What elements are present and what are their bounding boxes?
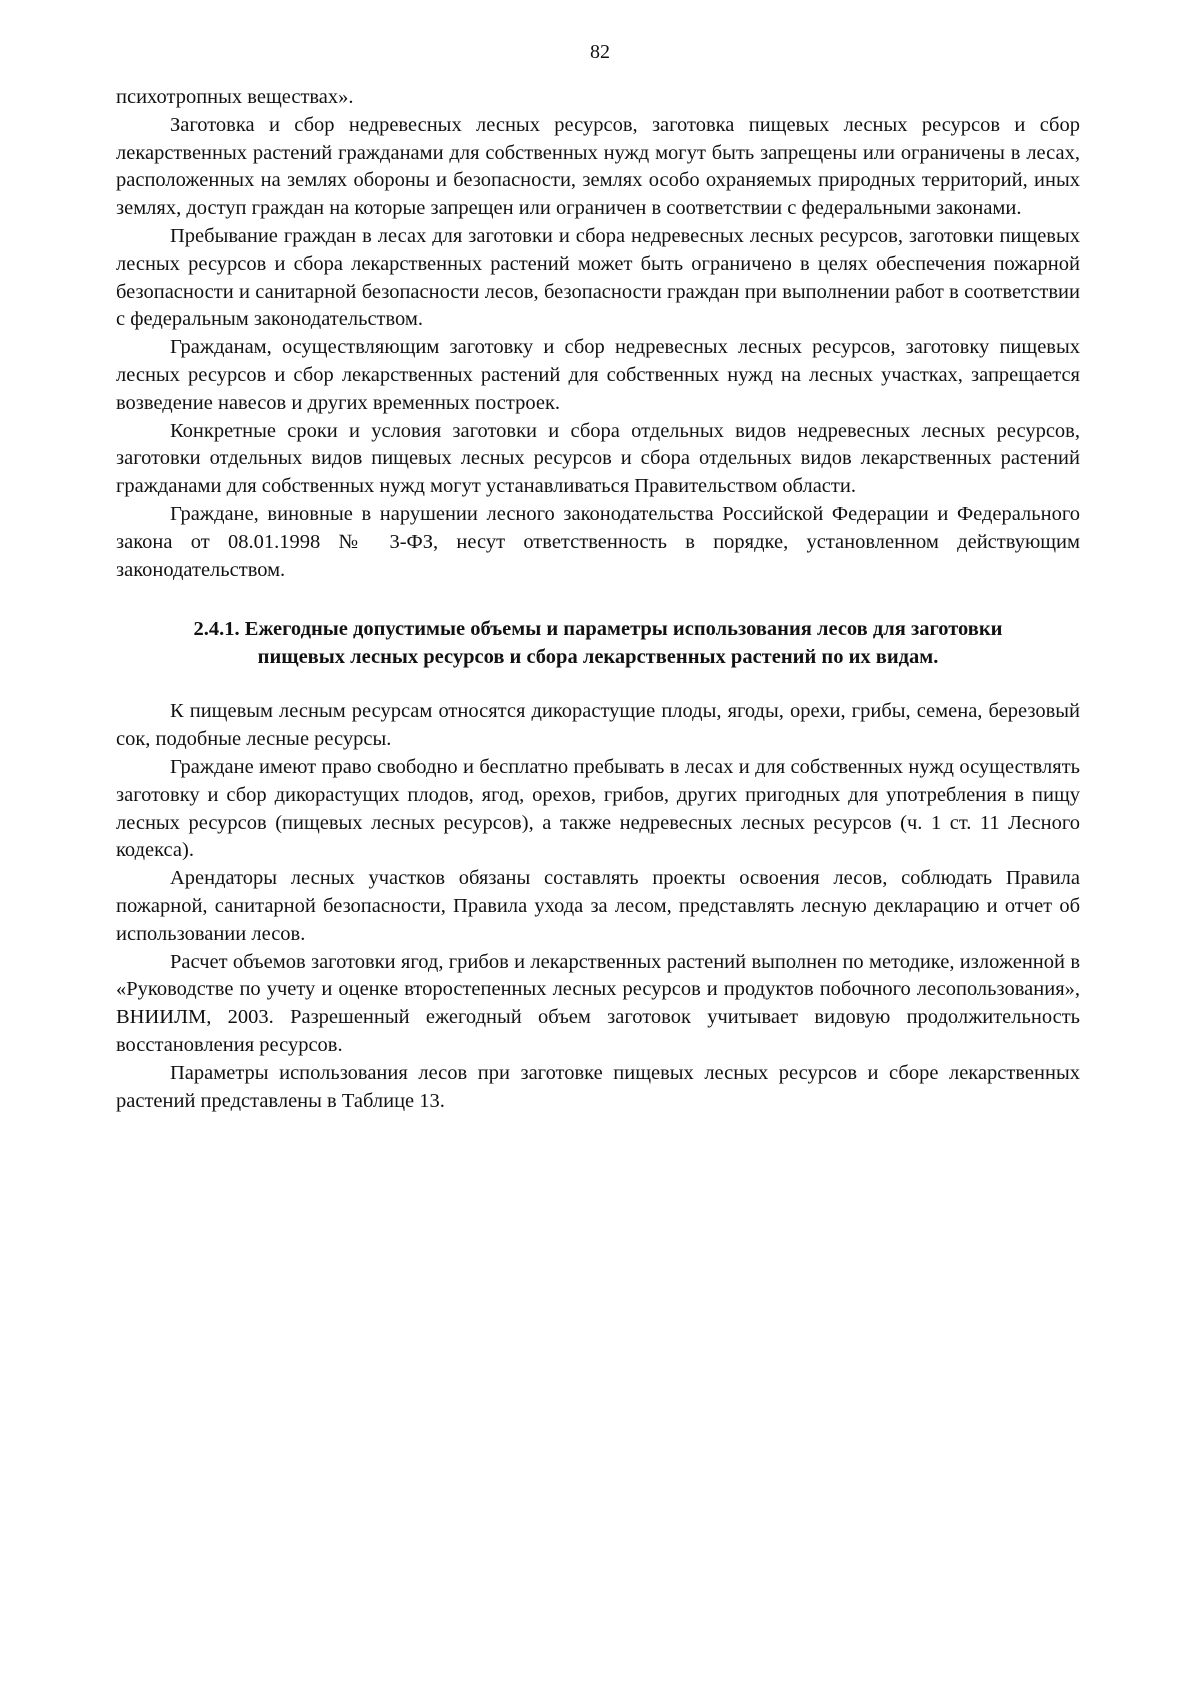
paragraph-specific-terms: Конкретные сроки и условия заготовки и сбора отдельных видов недревесных лесных ресурсов, заготовки отдельных видов пищевых лесных ресурсов и сбора отдельных видов лекарственных растений гражданами для собственных нужд могут устанавливаться Правительством области. (116, 419, 1080, 498)
section-heading-line-2: пищевых лесных ресурсов и сбора лекарственных растений по их видам. (257, 646, 939, 669)
page-body (116, 84, 1080, 1115)
paragraph-construction-ban: Гражданам, осуществляющим заготовку и сбор недревесных лесных ресурсов, заготовку пищевых лесных ресурсов и сбор лекарственных растений для собственных нужд на лесных участках, запрещается возведение навесов и других временных построек. (116, 336, 1080, 414)
paragraph-continuation: психотропных веществах». (116, 86, 354, 108)
section-heading (116, 615, 1080, 671)
page-number: 82 (590, 41, 610, 63)
paragraph-liability: Граждане, виновные в нарушении лесного законодательства Российской Федерации и Федерального закона от 08.01.1998 № 3-ФЗ, несут ответственность в порядке, установленном действующим законодательством. (116, 502, 1080, 581)
section-heading-line-1: 2.4.1. Ежегодные допустимые объемы и параметры использования лесов для заготовки (193, 618, 1003, 641)
paragraph-tenants-duties: Арендаторы лесных участков обязаны составлять проекты освоения лесов, соблюдать Правила пожарной, санитарной безопасности, Правила ухода за лесом, представлять лесную декларацию и отчет об использовании лесов. (116, 867, 1080, 945)
paragraph-volume-calculation: Расчет объемов заготовки ягод, грибов и лекарственных растений выполнен по методике, изложенной в «Руководстве по учету и оценке второстепенных лесных ресурсов и продуктов побочного лесопользования», ВНИИЛМ, 2003. Разрешенный ежегодный объем заготовок учитывает видовую продолжительность восстановления ресурсов. (116, 950, 1080, 1056)
paragraph-food-resources: К пищевым лесным ресурсам относятся дикорастущие плоды, ягоды, орехи, грибы, семена, березовый сок, подобные лесные ресурсы. (116, 700, 1080, 751)
paragraph-harvest-restrictions: Заготовка и сбор недревесных лесных ресурсов, заготовка пищевых лесных ресурсов и сбор лекарственных растений гражданами для собственных нужд могут быть запрещены или ограничены в лесах, расположенных на землях обороны и безопасности, землях особо охраняемых природных территорий, иных землях, доступ граждан на которые запрещен или ограничен в соответствии с федеральными законами. (116, 113, 1080, 220)
paragraph-citizens-rights: Граждане имеют право свободно и бесплатно пребывать в лесах и для собственных нужд осуществлять заготовку и сбор дикорастущих плодов, ягод, орехов, грибов, других пригодных для употребления в пищу лесных ресурсов (пищевых лесных ресурсов), а также недревесных лесных ресурсов (ч. 1 ст. 11 Лесного кодекса). (116, 755, 1080, 862)
paragraph-table-reference: Параметры использования лесов при заготовке пищевых лесных ресурсов и сборе лекарственных растений представлены в Таблице 13. (116, 1061, 1080, 1112)
paragraph-stay-limitations: Пребывание граждан в лесах для заготовки и сбора недревесных лесных ресурсов, заготовки пищевых лесных ресурсов и сбора лекарственных растений может быть ограничено в целях обеспечения пожарной безопасности и санитарной безопасности лесов, безопасности граждан при выполнении работ в соответствии с федеральным законодательством. (116, 224, 1080, 331)
